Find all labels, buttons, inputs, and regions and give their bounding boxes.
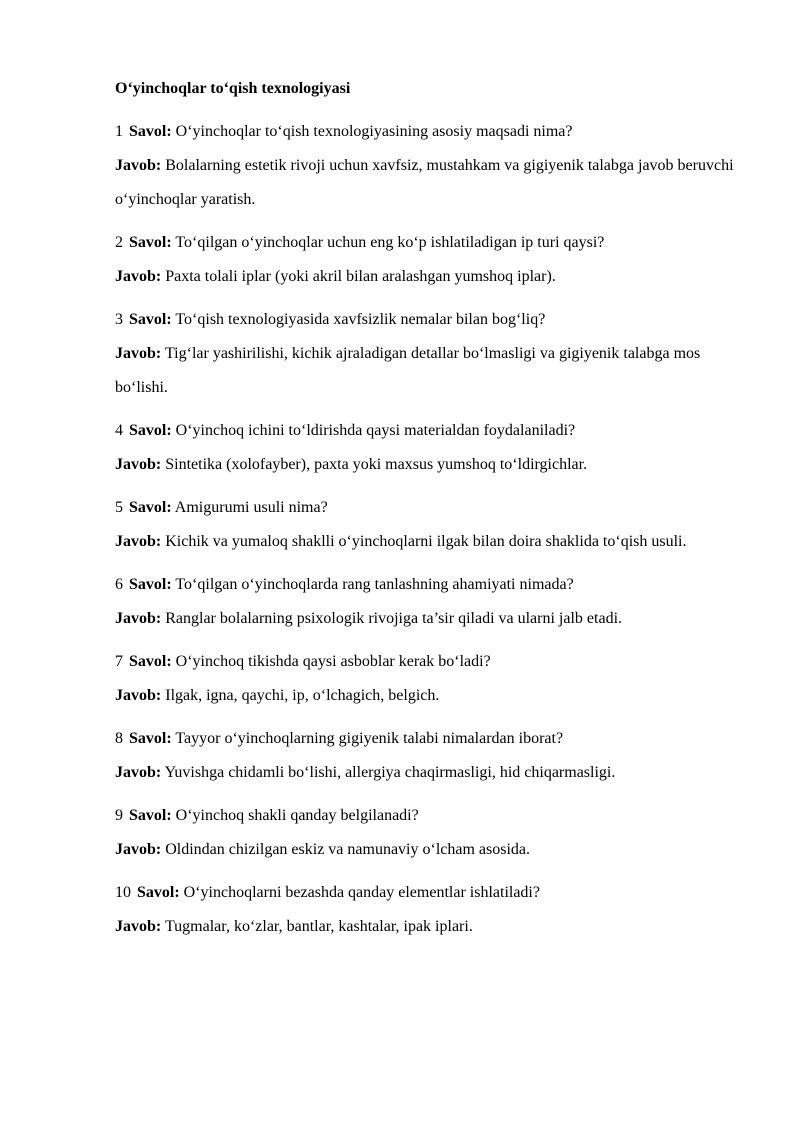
javob-label: Javob:	[115, 157, 162, 174]
javob-label: Javob:	[115, 268, 162, 285]
qa-item	[115, 491, 742, 559]
javob-label: Javob:	[115, 533, 162, 550]
javob-label: Javob:	[115, 687, 162, 704]
qa-number: 1	[115, 123, 123, 140]
answer-line	[115, 337, 742, 405]
qa-item	[115, 799, 742, 867]
javob-label: Javob:	[115, 456, 162, 473]
question-line	[115, 645, 742, 679]
javob-label: Javob:	[115, 918, 162, 935]
qa-item	[115, 303, 742, 405]
savol-label: Savol:	[129, 499, 172, 516]
javob-label: Javob:	[115, 610, 162, 627]
question-text: To‘qilgan o‘yinchoqlar uchun eng ko‘p ishlatiladigan ip turi qaysi?	[175, 234, 605, 251]
question-line	[115, 115, 742, 149]
question-line	[115, 876, 742, 910]
savol-label: Savol:	[129, 234, 172, 251]
javob-label: Javob:	[115, 764, 162, 781]
javob-label: Javob:	[115, 345, 162, 362]
document-title: O‘yinchoqlar to‘qish texnologiyasi	[115, 80, 351, 97]
answer-line	[115, 525, 742, 559]
savol-label: Savol:	[129, 653, 172, 670]
qa-item	[115, 645, 742, 713]
question-text: Tayyor o‘yinchoqlarning gigiyenik talabi nimalardan iborat?	[175, 730, 564, 747]
savol-label: Savol:	[137, 884, 180, 901]
answer-text: Bolalarning estetik rivoji uchun xavfsiz, mustahkam va gigiyenik talabga javob beruvchi o‘yinchoqlar yaratish.	[115, 157, 734, 208]
answer-line	[115, 602, 742, 636]
question-line	[115, 303, 742, 337]
question-line	[115, 226, 742, 260]
question-line	[115, 722, 742, 756]
answer-text: Yuvishga chidamli bo‘lishi, allergiya chaqirmasligi, hid chiqarmasligi.	[164, 764, 616, 781]
savol-label: Savol:	[129, 123, 172, 140]
answer-line	[115, 910, 742, 944]
answer-text: Tugmalar, ko‘zlar, bantlar, kashtalar, ipak iplari.	[164, 918, 473, 935]
qa-number: 8	[115, 730, 123, 747]
qa-number: 7	[115, 653, 123, 670]
question-line	[115, 568, 742, 602]
question-text: O‘yinchoqlar to‘qish texnologiyasining asosiy maqsadi nima?	[175, 123, 573, 140]
qa-item	[115, 568, 742, 636]
savol-label: Savol:	[129, 730, 172, 747]
qa-item	[115, 226, 742, 294]
answer-line	[115, 833, 742, 867]
answer-line	[115, 149, 742, 217]
qa-item	[115, 722, 742, 790]
answer-line	[115, 756, 742, 790]
question-text: Amigurumi usuli nima?	[174, 499, 328, 516]
answer-text: Oldindan chizilgan eskiz va namunaviy o‘lcham asosida.	[165, 841, 531, 858]
question-text: O‘yinchoq tikishda qaysi asboblar kerak bo‘ladi?	[175, 653, 491, 670]
qa-number: 3	[115, 311, 123, 328]
answer-text: Ranglar bolalarning psixologik rivojiga ta’sir qiladi va ularni jalb etadi.	[165, 610, 623, 627]
question-line	[115, 491, 742, 525]
qa-item	[115, 414, 742, 482]
qa-number: 5	[115, 499, 123, 516]
question-line	[115, 799, 742, 833]
answer-line	[115, 260, 742, 294]
qa-number: 10	[115, 884, 131, 901]
savol-label: Savol:	[129, 576, 172, 593]
qa-number: 6	[115, 576, 123, 593]
question-line	[115, 414, 742, 448]
savol-label: Savol:	[129, 422, 172, 439]
answer-text: Paxta tolali iplar (yoki akril bilan aralashgan yumshoq iplar).	[165, 268, 556, 285]
question-text: O‘yinchoq shakli qanday belgilanadi?	[175, 807, 419, 824]
qa-item	[115, 876, 742, 944]
qa-number: 9	[115, 807, 123, 824]
qa-number: 4	[115, 422, 123, 439]
qa-number: 2	[115, 234, 123, 251]
answer-text: Ilgak, igna, qaychi, ip, o‘lchagich, belgich.	[165, 687, 440, 704]
javob-label: Javob:	[115, 841, 162, 858]
answer-line	[115, 679, 742, 713]
answer-text: Sintetika (xolofayber), paxta yoki maxsus yumshoq to‘ldirgichlar.	[165, 456, 588, 473]
answer-text: Tig‘lar yashirilishi, kichik ajraladigan detallar bo‘lmasligi va gigiyenik talabga mos bo‘lishi.	[115, 345, 701, 396]
answer-text: Kichik va yumaloq shaklli o‘yinchoqlarni ilgak bilan doira shaklida to‘qish usuli.	[165, 533, 687, 550]
answer-line	[115, 448, 742, 482]
qa-item	[115, 115, 742, 217]
savol-label: Savol:	[129, 807, 172, 824]
savol-label: Savol:	[129, 311, 172, 328]
question-text: O‘yinchoq ichini to‘ldirishda qaysi materialdan foydalaniladi?	[175, 422, 576, 439]
question-text: To‘qish texnologiyasida xavfsizlik nemalar bilan bog‘liq?	[175, 311, 546, 328]
question-text: O‘yinchoqlarni bezashda qanday elementlar ishlatiladi?	[183, 884, 540, 901]
question-text: To‘qilgan o‘yinchoqlarda rang tanlashning ahamiyati nimada?	[175, 576, 574, 593]
